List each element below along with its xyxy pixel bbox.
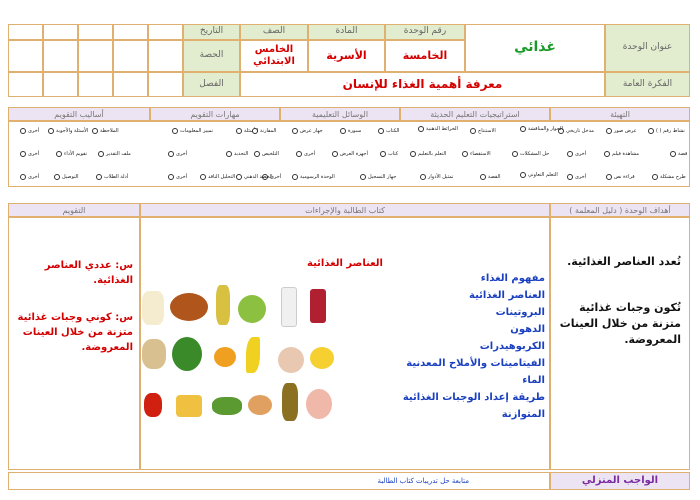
topic-item: طريقة إعداد الوجبات الغذائية المتوازنة (402, 392, 545, 420)
unit-number-label: رقم الوحدة (385, 24, 465, 40)
option-strategy[interactable]: التعلم بالتعليم (410, 151, 446, 157)
green-beans-icon (212, 397, 242, 415)
option-warmup[interactable]: قصة (670, 151, 687, 157)
broccoli-icon (172, 337, 202, 371)
option-skills[interactable]: التلخيص (254, 151, 279, 157)
grid-cell[interactable] (43, 40, 78, 72)
topics-list (370, 270, 545, 423)
option-aids[interactable]: جهاز عرض (292, 128, 323, 134)
cheese-icon (176, 395, 202, 417)
option-aids[interactable]: أخرى (296, 151, 315, 157)
objective-1: تُعدد العناصر الغذائية. (567, 255, 681, 268)
pepper-icon (144, 393, 162, 417)
option-strategy[interactable]: الخرائط الذهنية (418, 126, 458, 132)
objectives-header: أهداف الوحدة ( دليل المعلمة ) (550, 203, 690, 217)
option-skills[interactable]: التحديد (226, 151, 248, 157)
main-idea-label: الفكرة العامة (605, 72, 690, 97)
main-idea-value: معرفة أهمية الغذاء للإنسان (240, 72, 605, 97)
option-methods[interactable]: أخرى (20, 151, 39, 157)
option-skills[interactable]: التحليل الناقد (200, 174, 235, 180)
grid-cell[interactable] (78, 72, 113, 97)
homework-label: الواجب المنزلي (550, 472, 690, 490)
topic-item: مفهوم الغذاء (480, 273, 545, 284)
option-strategy[interactable]: حل المشكلات (512, 151, 549, 157)
option-aids[interactable]: كتاب (380, 151, 398, 157)
apple-icon (238, 295, 266, 323)
evaluation-panel (8, 217, 140, 470)
grid-cell[interactable] (113, 24, 148, 40)
unit-number-value: الخامسة (385, 40, 465, 72)
option-warmup[interactable]: مدخل تاريخي (558, 128, 594, 134)
option-methods[interactable]: تقويم الأداء (56, 151, 87, 157)
grid-cell[interactable] (8, 72, 43, 97)
honey-bottle-icon (282, 383, 298, 421)
mushroom-icon (142, 339, 166, 369)
option-aids[interactable]: أخرى (262, 174, 281, 180)
eval-question-2: س: كوني وجبات غذائية متزنة من خلال العينات المعروضة. (17, 312, 133, 353)
option-skills[interactable]: الحصد الذهني (236, 174, 273, 180)
option-skills[interactable]: المقارنة (252, 128, 276, 134)
topic-item: الفيتامينات والأملاح المعدنية (406, 358, 545, 369)
option-warmup[interactable]: قراءة نص (606, 174, 635, 180)
option-aids[interactable]: سبورة (340, 128, 361, 134)
section-warmup: التهيئة (550, 107, 690, 121)
topic-item: العناصر الغذائية (469, 290, 545, 301)
option-warmup[interactable]: عرض صور (606, 128, 637, 134)
food-images (138, 285, 338, 435)
oil-bottle-icon (216, 285, 230, 325)
milk-glass-icon (281, 287, 297, 327)
eval-question-1: س: عددي العناصر الغذائية. (44, 260, 133, 286)
class-label: الفصل (183, 72, 240, 97)
option-skills[interactable]: الأسئلة (236, 128, 258, 134)
grid-cell[interactable] (43, 72, 78, 97)
grade-label: الصف (240, 24, 308, 40)
option-methods[interactable]: ملف التقدير (98, 151, 131, 157)
option-aids[interactable]: الوحدة الرسومية (292, 174, 335, 180)
option-methods[interactable]: التوصيل (54, 174, 79, 180)
topic-item: البروتينات (495, 307, 545, 318)
nuts-icon (248, 395, 272, 415)
attendance-grid (8, 24, 183, 97)
grid-cell[interactable] (113, 72, 148, 97)
grapefruit-icon (278, 347, 304, 373)
nutrients-title: العناصر الغذائية (307, 258, 383, 269)
grid-cell[interactable] (43, 24, 78, 40)
grid-cell[interactable] (8, 40, 43, 72)
section-aids: الوسائل التعليمية (280, 107, 400, 121)
option-skills[interactable]: أخرى (168, 174, 187, 180)
option-strategy[interactable]: الحوار والمناقشة (520, 126, 563, 132)
grid-cell[interactable] (148, 40, 183, 72)
option-warmup[interactable]: أخرى (567, 174, 586, 180)
option-methods[interactable]: أخرى (20, 174, 39, 180)
option-skills[interactable]: أخرى (168, 151, 187, 157)
subject-label: المادة (308, 24, 385, 40)
evaluation-header: التقويم (8, 203, 140, 217)
option-strategy[interactable]: تمثيل الأدوار (420, 174, 453, 180)
topic-item: الكربوهيدرات (479, 341, 545, 352)
option-strategy[interactable]: القصة (480, 174, 500, 180)
option-methods[interactable]: أدلة الطلاب (96, 174, 128, 180)
egg-icon (214, 347, 236, 367)
option-skills[interactable]: تمييز المعلومات (172, 128, 213, 134)
option-strategy[interactable]: التعلم التعاوني (520, 172, 558, 178)
roast-chicken-icon (170, 293, 208, 321)
option-methods[interactable]: الملاحظة (92, 128, 119, 134)
grid-cell[interactable] (8, 24, 43, 40)
option-strategy[interactable]: الاستقصاء (462, 151, 491, 157)
lemon-icon (310, 347, 334, 369)
grid-cell[interactable] (148, 72, 183, 97)
banana-icon (246, 337, 260, 373)
section-methods: أساليب التقويم (8, 107, 150, 121)
option-methods[interactable]: أخرى (20, 128, 39, 134)
section-strategies: استراتيجيات التعليم الحديثة (400, 107, 550, 121)
option-methods[interactable]: الأسئلة والأجوبة (48, 128, 88, 134)
option-warmup[interactable]: طرح مشكلة (652, 174, 686, 180)
option-aids[interactable]: أجهزة العرض (332, 151, 368, 157)
option-aids[interactable]: الكتاب (378, 128, 399, 134)
book-header: كتاب الطالبة والإجراءات (140, 203, 550, 217)
homework-value: متابعة حل تدريبات كتاب الطالبة (8, 472, 550, 490)
grid-cell[interactable] (148, 24, 183, 40)
noodles-icon (142, 291, 164, 325)
option-warmup[interactable]: أخرى (567, 151, 586, 157)
jam-jar-icon (310, 289, 326, 323)
option-warmup[interactable]: نشاط رقم ( ) (648, 128, 685, 134)
unit-title-label: عنوان الوحدة (605, 24, 690, 72)
topic-item: الماء (522, 375, 545, 386)
salami-icon (306, 389, 332, 419)
grid-cell[interactable] (113, 40, 148, 72)
option-warmup[interactable]: مشاهدة فيلم (604, 151, 639, 157)
date-label: التاريخ (183, 24, 240, 40)
period-label: الحصة (183, 40, 240, 72)
grid-cell[interactable] (78, 40, 113, 72)
topic-item: الدهون (510, 324, 545, 335)
grade-value: الخامس الابتدائي (240, 40, 308, 72)
option-strategy[interactable]: الاستنتاج (470, 128, 496, 134)
objective-2: تُكون وجبات غذائية متزنة من خلال العينات المعروضة. (559, 301, 681, 346)
section-skills: مهارات التقويم (150, 107, 280, 121)
option-aids[interactable]: جهاز التسجيل (360, 174, 396, 180)
grid-cell[interactable] (78, 24, 113, 40)
subject-value: الأسرية (308, 40, 385, 72)
unit-title-value: غذائي (465, 24, 605, 72)
objectives-panel (550, 217, 690, 470)
